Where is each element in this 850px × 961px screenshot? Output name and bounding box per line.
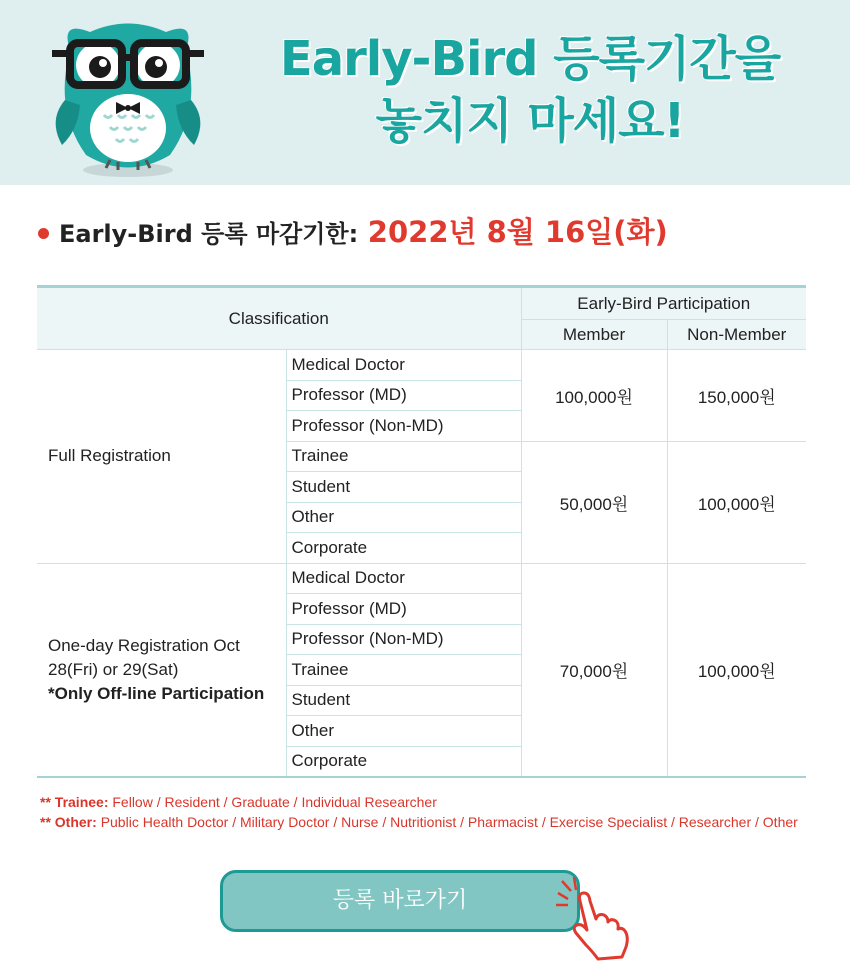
footnote-other-text: Public Health Doctor / Military Doctor / Nurse / Nutritionist / Pharmacist / Exercise Specialist / Researcher / Other <box>100 814 798 830</box>
footnotes <box>40 792 798 832</box>
owl-mascot-icon <box>40 10 215 180</box>
role-cell: Professor (Non-MD) <box>286 624 521 655</box>
role-cell: Professor (Non-MD) <box>286 411 521 442</box>
price-member: 70,000원 <box>521 563 667 777</box>
pointing-hand-icon <box>552 875 634 961</box>
price-member: 50,000원 <box>521 441 667 563</box>
footnote-other-key: ** Other: <box>40 814 97 830</box>
role-cell: Trainee <box>286 655 521 686</box>
footnote-trainee-key: ** Trainee: <box>40 794 109 810</box>
role-cell: Professor (MD) <box>286 380 521 411</box>
fee-table <box>37 285 806 778</box>
role-cell: Student <box>286 685 521 716</box>
headline-line-1: Early-Bird 등록기간을 <box>279 31 781 87</box>
footnote-trainee <box>40 792 798 812</box>
headline-line-2: 놓치지 마세요! <box>375 93 685 149</box>
role-cell: Medical Doctor <box>286 350 521 381</box>
price-non-member: 100,000원 <box>667 441 806 563</box>
role-cell: Trainee <box>286 441 521 472</box>
footnote-trainee-text: Fellow / Resident / Graduate / Individual Researcher <box>112 794 437 810</box>
role-cell: Professor (MD) <box>286 594 521 625</box>
header-classification: Classification <box>37 287 521 350</box>
role-cell: Corporate <box>286 533 521 564</box>
hero-banner <box>0 0 850 185</box>
deadline-label: Early-Bird 등록 마감기한: <box>59 220 359 248</box>
role-cell: Student <box>286 472 521 503</box>
deadline-line <box>38 210 668 251</box>
bullet-dot-icon <box>38 228 49 239</box>
role-cell: Other <box>286 716 521 747</box>
price-non-member: 150,000원 <box>667 350 806 442</box>
category-full-registration: Full Registration <box>37 350 286 564</box>
register-button[interactable]: 등록 바로가기 <box>220 870 580 932</box>
category-one-day-registration <box>37 563 286 777</box>
header-early-bird: Early-Bird Participation <box>521 287 806 320</box>
footnote-other <box>40 812 798 832</box>
one-day-title: One-day Registration Oct 28(Fri) or 29(Sat) <box>48 635 240 679</box>
role-cell: Other <box>286 502 521 533</box>
header-member: Member <box>521 320 667 350</box>
price-non-member: 100,000원 <box>667 563 806 777</box>
role-cell: Medical Doctor <box>286 563 521 594</box>
role-cell: Corporate <box>286 746 521 777</box>
deadline-date: 2022년 8월 16일(화) <box>367 215 668 249</box>
header-non-member: Non-Member <box>667 320 806 350</box>
banner-headline <box>230 28 830 152</box>
one-day-note: *Only Off-line Participation <box>48 683 265 703</box>
price-member: 100,000원 <box>521 350 667 442</box>
